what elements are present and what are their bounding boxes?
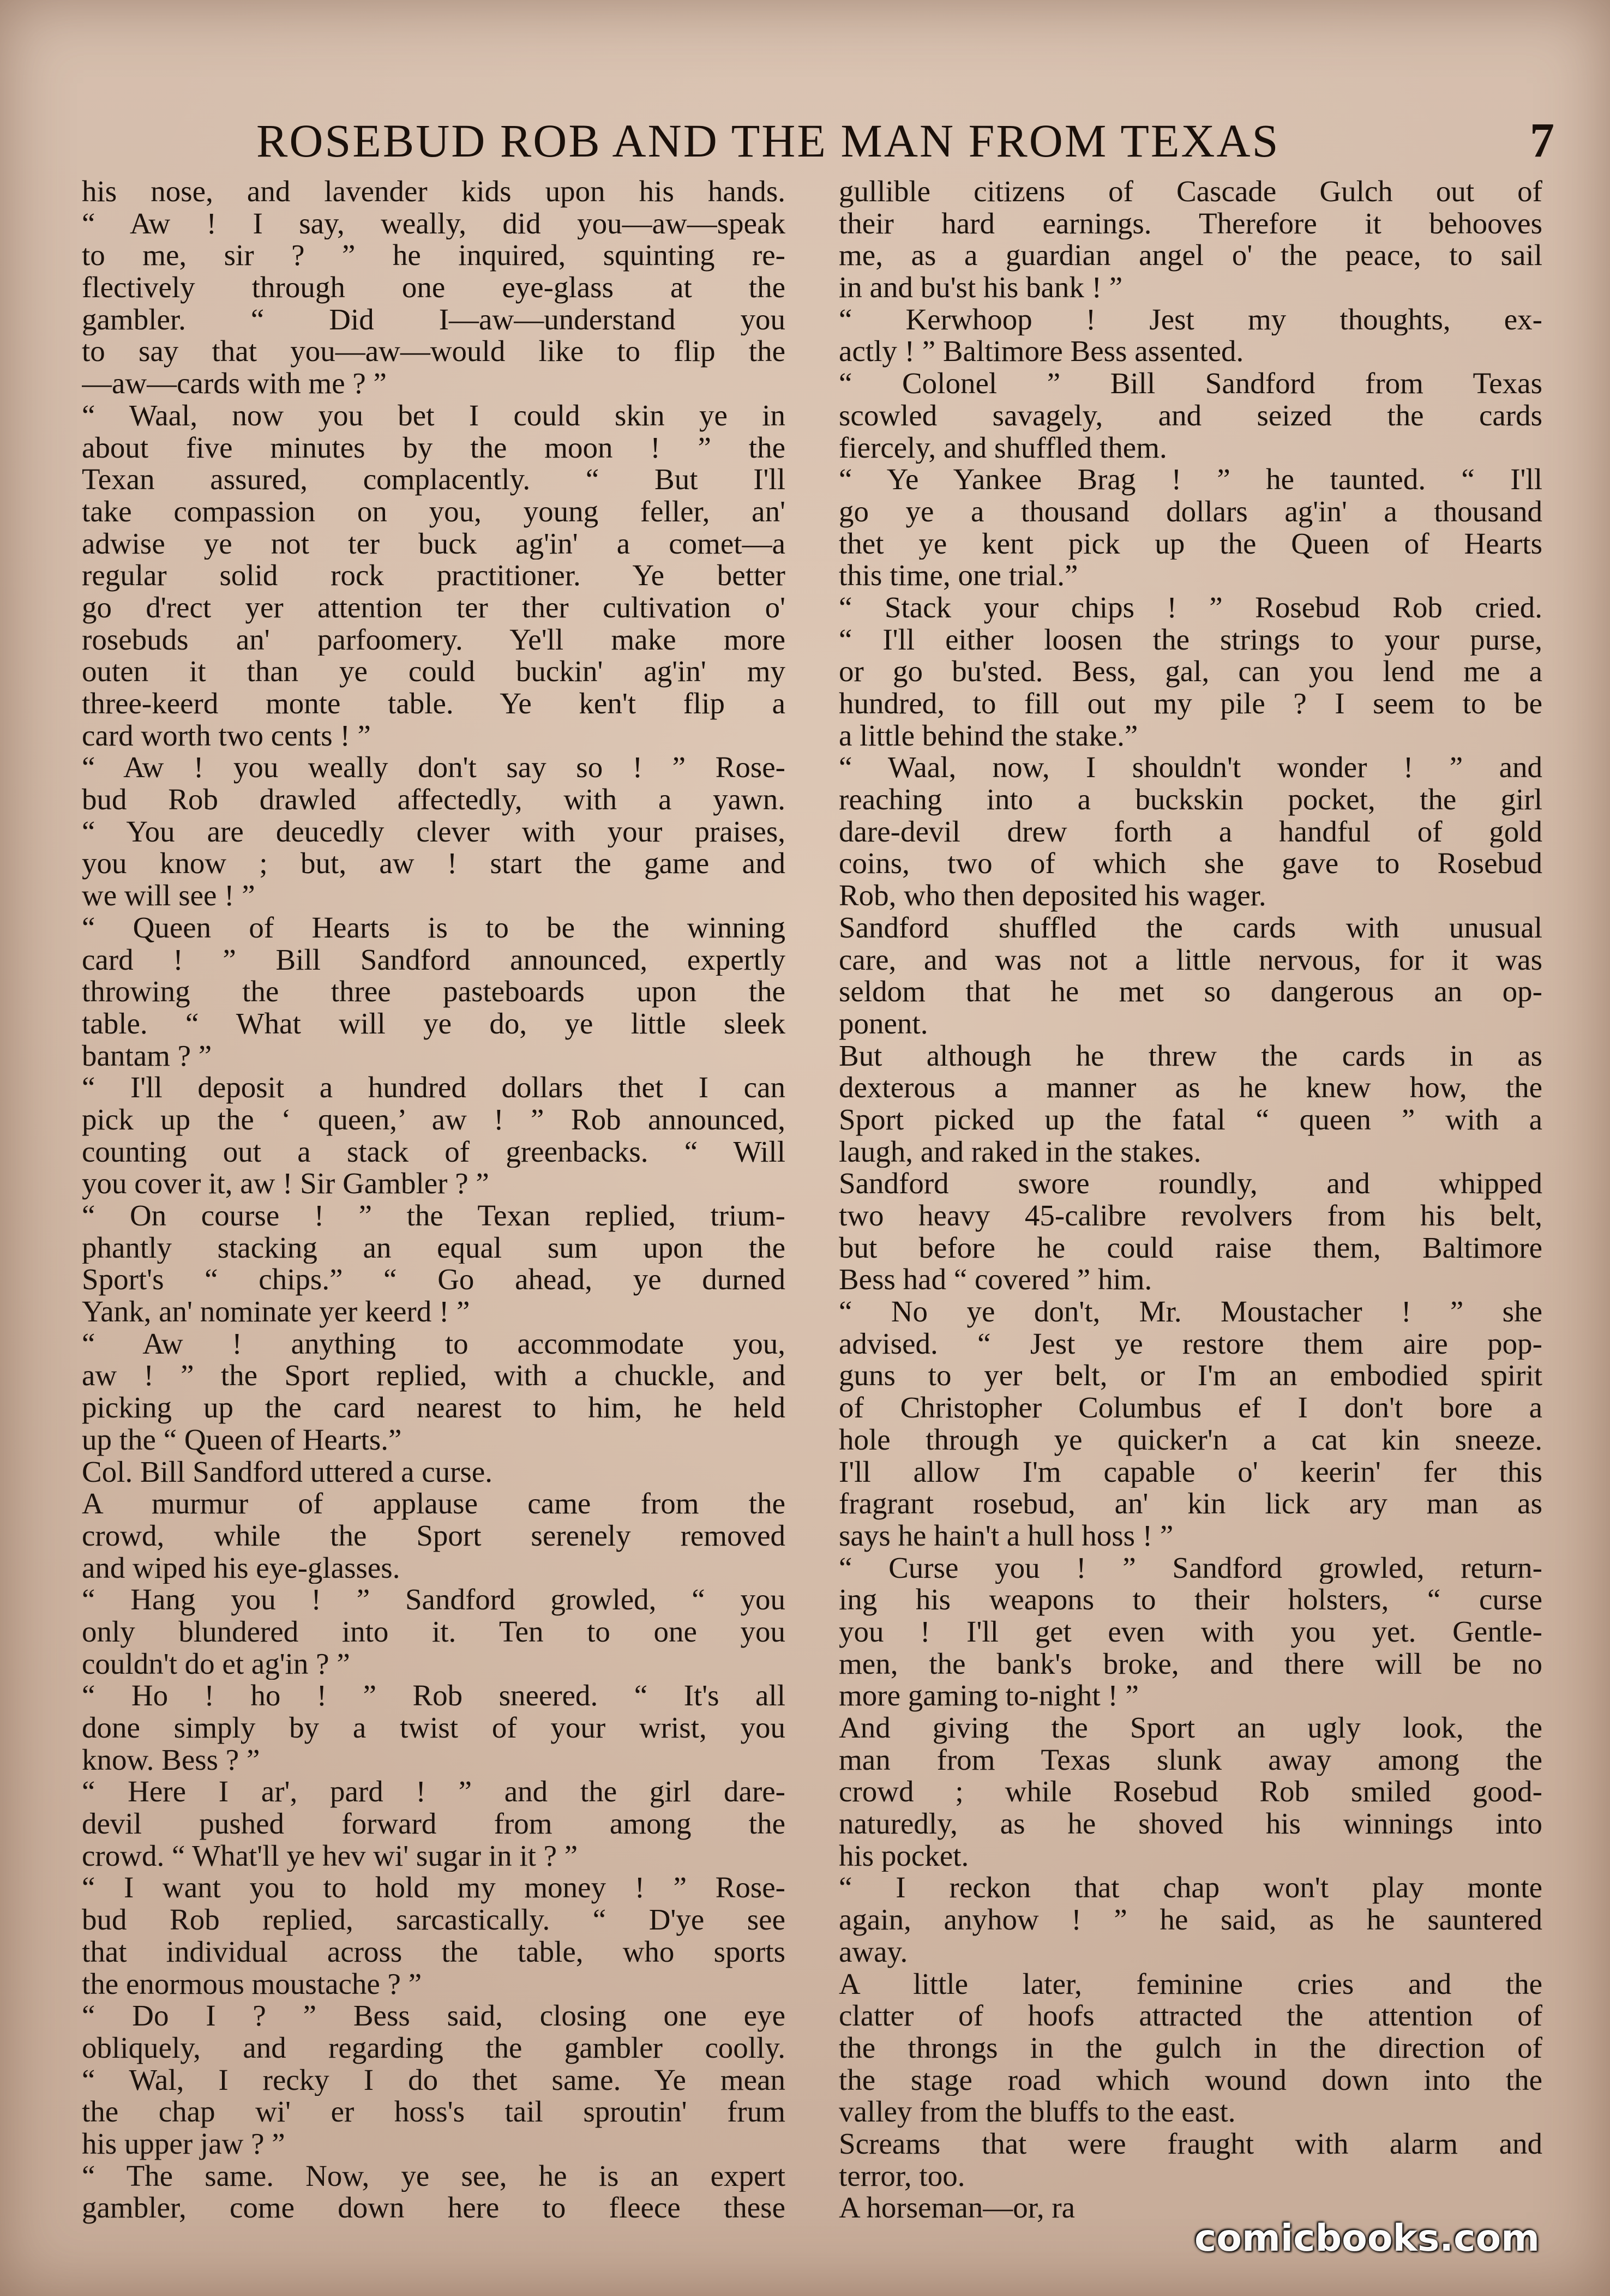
text-line: valley from the bluffs to the east. xyxy=(839,2096,1236,2128)
text-line: And giving the Sport an ugly look, the xyxy=(839,1712,1542,1744)
text-line: Texan assured, complacently. “ But I'll xyxy=(82,464,785,496)
text-line: me, as a guardian angel o' the peace, to sail xyxy=(839,239,1542,272)
text-line: to me, sir ? ” he inquired, squinting re- xyxy=(82,239,785,272)
text-line: Sandford shuffled the cards with unusual xyxy=(839,911,1542,944)
text-line: done simply by a twist of your wrist, you xyxy=(82,1712,785,1744)
text-line: about five minutes by the moon ! ” the xyxy=(82,431,785,464)
text-line: go ye a thousand dollars ag'in' a thousand xyxy=(839,495,1542,528)
text-line: Sandford swore roundly, and whipped xyxy=(839,1168,1542,1200)
text-line: flectively through one eye-glass at the xyxy=(82,272,785,304)
text-line: but before he could raise them, Baltimore xyxy=(839,1231,1542,1264)
text-line: again, anyhow ! ” he said, as he sauntered xyxy=(839,1904,1542,1936)
text-line: naturedly, as he shoved his winnings into xyxy=(839,1808,1542,1840)
text-line: care, and was not a little nervous, for it was xyxy=(839,943,1542,976)
text-line: guns to yer belt, or I'm an embodied spirit xyxy=(839,1360,1542,1392)
text-line: Screams that were fraught with alarm and xyxy=(839,2127,1542,2160)
text-line: “ Here I ar', pard ! ” and the girl dare- xyxy=(82,1776,785,1808)
text-line: his pocket. xyxy=(839,1840,969,1872)
text-line: aw ! ” the Sport replied, with a chuckle, and xyxy=(82,1360,785,1392)
text-line: card ! ” Bill Sandford announced, expertly xyxy=(82,943,785,976)
text-line: the enormous moustache ? ” xyxy=(82,1968,422,2000)
text-line: I'll allow I'm capable o' keerin' fer this xyxy=(839,1456,1542,1488)
text-line: know. Bess ? ” xyxy=(82,1744,260,1776)
text-line: “ Curse you ! ” Sandford growled, return- xyxy=(839,1552,1542,1584)
running-header: ROSEBUD ROB AND THE MAN FROM TEXAS xyxy=(256,115,1280,167)
text-line: picking up the card nearest to him, he held xyxy=(82,1392,785,1424)
text-line: hundred, to fill out my pile ? I seem to be xyxy=(839,688,1542,720)
text-line: fragrant rosebud, an' kin lick ary man as xyxy=(839,1488,1542,1520)
text-line: outen it than ye could buckin' ag'in' my xyxy=(82,656,785,688)
text-line: crowd, while the Sport serenely removed xyxy=(82,1519,785,1552)
text-line: “ You are deucedly clever with your praises, xyxy=(82,815,785,848)
text-line: you cover it, aw ! Sir Gambler ? ” xyxy=(82,1168,489,1200)
text-line: crowd ; while Rosebud Rob smiled good- xyxy=(839,1776,1542,1808)
text-line: crowd. “ What'll ye hev wi' sugar in it ? ” xyxy=(82,1840,578,1872)
text-line: that individual across the table, who sports xyxy=(82,1936,785,1968)
text-line: devil pushed forward from among the xyxy=(82,1808,785,1840)
text-line: the stage road which wound down into the xyxy=(839,2064,1542,2096)
text-line: Bess had “ covered ” him. xyxy=(839,1264,1152,1296)
text-line: “ Waal, now, I shouldn't wonder ! ” and xyxy=(839,752,1542,784)
text-line: A horseman—or, ra xyxy=(839,2192,1076,2224)
page-number: 7 xyxy=(1530,113,1554,167)
text-line: “ Stack your chips ! ” Rosebud Rob cried. xyxy=(839,591,1542,624)
text-line: thet ye kent pick up the Queen of Hearts xyxy=(839,527,1542,560)
text-line: “ Waal, now you bet I could skin ye in xyxy=(82,399,785,432)
text-line: we will see ! ” xyxy=(82,880,255,912)
text-line: A murmur of applause came from the xyxy=(82,1488,785,1520)
text-line: “ I'll deposit a hundred dollars thet I can xyxy=(82,1072,785,1104)
text-line: and wiped his eye-glasses. xyxy=(82,1552,400,1584)
text-line: their hard earnings. Therefore it behooves xyxy=(839,207,1542,240)
text-line: Sport picked up the fatal “ queen ” with a xyxy=(839,1103,1542,1136)
text-line: “ Queen of Hearts is to be the winning xyxy=(82,911,785,944)
text-line: Rob, who then deposited his wager. xyxy=(839,880,1266,912)
text-line: ing his weapons to their holsters, “ curse xyxy=(839,1584,1542,1616)
text-line: bud Rob replied, sarcastically. “ D'ye see xyxy=(82,1904,785,1936)
text-line: clatter of hoofs attracted the attention of xyxy=(839,2000,1542,2032)
text-line: But although he threw the cards in as xyxy=(839,1039,1542,1072)
text-line: or go bu'sted. Bess, gal, can you lend me a xyxy=(839,656,1542,688)
text-line: “ Ye Yankee Brag ! ” he taunted. “ I'll xyxy=(839,464,1542,496)
text-line: men, the bank's broke, and there will be no xyxy=(839,1648,1542,1680)
text-line: you ! I'll get even with you yet. Gentle- xyxy=(839,1615,1542,1648)
text-line: more gaming to-night ! ” xyxy=(839,1680,1139,1712)
text-line: “ Colonel ” Bill Sandford from Texas xyxy=(839,368,1542,400)
text-line: “ The same. Now, ye see, he is an expert xyxy=(82,2160,785,2192)
text-line: away. xyxy=(839,1936,908,1968)
text-line: reaching into a buckskin pocket, the girl xyxy=(839,784,1542,816)
text-line: card worth two cents ! ” xyxy=(82,719,371,752)
text-line: go d'rect yer attention ter ther cultivation o' xyxy=(82,591,785,624)
text-line: a little behind the stake.” xyxy=(839,719,1138,752)
text-line: Yank, an' nominate yer keerd ! ” xyxy=(82,1296,470,1328)
text-line: “ Do I ? ” Bess said, closing one eye xyxy=(82,2000,785,2032)
text-line: fiercely, and shuffled them. xyxy=(839,431,1167,464)
text-line: pick up the ‘ queen,’ aw ! ” Rob announced, xyxy=(82,1103,785,1136)
text-line: his upper jaw ? ” xyxy=(82,2127,285,2160)
watermark-text: comicbooks.com xyxy=(1194,2217,1540,2260)
text-line: regular solid rock practitioner. Ye better xyxy=(82,560,785,592)
text-line: —aw—cards with me ? ” xyxy=(82,368,387,400)
text-line: the throngs in the gulch in the direction of xyxy=(839,2031,1542,2064)
text-line: “ Aw ! I say, weally, did you—aw—speak xyxy=(82,207,785,240)
text-line: terror, too. xyxy=(839,2160,965,2192)
text-line: actly ! ” Baltimore Bess assented. xyxy=(839,335,1244,368)
text-line: of Christopher Columbus ef I don't bore a xyxy=(839,1392,1542,1424)
text-line: rosebuds an' parfoomery. Ye'll make more xyxy=(82,623,785,656)
text-line: to say that you—aw—would like to flip the xyxy=(82,335,785,368)
text-line: A little later, feminine cries and the xyxy=(839,1968,1542,2000)
text-line: counting out a stack of greenbacks. “ Will xyxy=(82,1135,785,1168)
text-line: gullible citizens of Cascade Gulch out of xyxy=(839,176,1542,208)
text-line: this time, one trial.” xyxy=(839,560,1078,592)
text-line: “ I'll either loosen the strings to your purse, xyxy=(839,623,1542,656)
text-line: phantly stacking an equal sum upon the xyxy=(82,1231,785,1264)
text-line: couldn't do et ag'in ? ” xyxy=(82,1648,350,1680)
text-line: dexterous a manner as he knew how, the xyxy=(839,1072,1542,1104)
text-line: “ No ye don't, Mr. Moustacher ! ” she xyxy=(839,1296,1542,1328)
text-line: “ Wal, I recky I do thet same. Ye mean xyxy=(82,2064,785,2096)
text-line: coins, two of which she gave to Rosebud xyxy=(839,848,1542,880)
text-line: “ I want you to hold my money ! ” Rose- xyxy=(82,1872,785,1904)
text-line: table. “ What will ye do, ye little sleek xyxy=(82,1007,785,1040)
text-line: “ Hang you ! ” Sandford growled, “ you xyxy=(82,1584,785,1616)
text-line: up the “ Queen of Hearts.” xyxy=(82,1423,402,1456)
text-line: “ Kerwhoop ! Jest my thoughts, ex- xyxy=(839,303,1542,336)
text-line: throwing the three pasteboards upon the xyxy=(82,976,785,1008)
text-line: seldom that he met so dangerous an op- xyxy=(839,976,1542,1008)
text-line: “ Aw ! anything to accommodate you, xyxy=(82,1327,785,1360)
text-line: adwise ye not ter buck ag'in' a comet—a xyxy=(82,527,785,560)
text-line: only blundered into it. Ten to one you xyxy=(82,1615,785,1648)
text-line: obliquely, and regarding the gambler coolly. xyxy=(82,2031,785,2064)
text-line: take compassion on you, young feller, an' xyxy=(82,495,785,528)
text-line: two heavy 45-calibre revolvers from his belt, xyxy=(839,1200,1542,1232)
text-line: bantam ? ” xyxy=(82,1039,212,1072)
text-line: “ On course ! ” the Texan replied, trium- xyxy=(82,1200,785,1232)
text-line: ponent. xyxy=(839,1007,928,1040)
right-text-column xyxy=(839,176,1542,2248)
text-line: gambler. “ Did I—aw—understand you xyxy=(82,303,785,336)
text-line: the chap wi' er hoss's tail sproutin' frum xyxy=(82,2096,785,2128)
text-line: advised. “ Jest ye restore them aire pop- xyxy=(839,1327,1542,1360)
text-line: “ Aw ! you weally don't say so ! ” Rose- xyxy=(82,752,785,784)
text-line: Col. Bill Sandford uttered a curse. xyxy=(82,1456,493,1488)
text-line: “ I reckon that chap won't play monte xyxy=(839,1872,1542,1904)
text-line: man from Texas slunk away among the xyxy=(839,1744,1542,1776)
text-line: you know ; but, aw ! start the game and xyxy=(82,848,785,880)
text-line: his nose, and lavender kids upon his hands. xyxy=(82,176,785,208)
text-line: bud Rob drawled affectedly, with a yawn. xyxy=(82,784,785,816)
text-line: hole through ye quicker'n a cat kin sneeze. xyxy=(839,1423,1542,1456)
text-line: Sport's “ chips.” “ Go ahead, ye durned xyxy=(82,1264,785,1296)
text-line: gambler, come down here to fleece these xyxy=(82,2192,785,2224)
text-line: says he hain't a hull hoss ! ” xyxy=(839,1519,1174,1552)
text-line: in and bu'st his bank ! ” xyxy=(839,272,1123,304)
text-line: scowled savagely, and seized the cards xyxy=(839,399,1542,432)
text-line: “ Ho ! ho ! ” Rob sneered. “ It's all xyxy=(82,1680,785,1712)
left-text-column xyxy=(82,176,785,2248)
text-line: dare-devil drew forth a handful of gold xyxy=(839,815,1542,848)
text-line: three-keerd monte table. Ye ken't flip a xyxy=(82,688,785,720)
text-line: laugh, and raked in the stakes. xyxy=(839,1135,1202,1168)
